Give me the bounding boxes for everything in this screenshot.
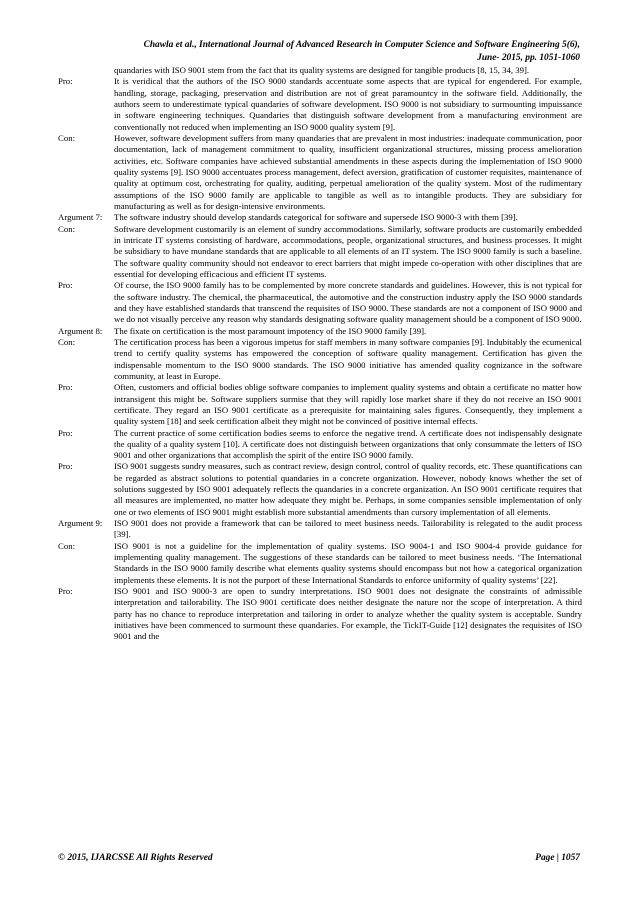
entry-text: It is veridical that the authors of the ISO 9000 standards accentuate some aspects that are typical for engendered. For example, handling, storage, packaging, preservation and distribution are not of great paramountcy in the software field. Additionally, the authors seem to underestimate typical quandaries of software development. ISO 9000 is not subsidiary to surmounting impuissance in software engineering techniques. Quandaries that distinguish software development from a manufacturing environment are conventionally not reduced when implementing an ISO 9000 quality system [9]. [114, 76, 582, 132]
entry-text: ISO 9001 does not provide a framework that can be tailored to meet business needs. Tailorability is relegated to the audit process [39]. [114, 518, 582, 540]
entry-text: The fixate on certification is the most paramount impotency of the ISO 9000 family [39]. [114, 325, 427, 336]
entry-text: ISO 9001 suggests sundry measures, such as contract review, design control, control of quality records, etc. These quantifications can be regarded as abstract solutions to potential quandaries in a concrete organization. However, nobody knows whether the set of solutions suggested by ISO 9001 adequately reflects the quandaries in a concrete organization. An ISO 9001 certificate requires that all measures are implemented, no matter how adequate they might be. Perhaps, in some companies sensible implementation of only one or two elements of ISO 9001 might establish more substantial amendments than cursory implementation of all elements. [114, 461, 582, 517]
entry-text: The current practice of some certification bodies seems to enforce the negative trend. A certificate does not indispensably designate the quality of a quality system [10]. A certificate does not distinguish between organizations that only consummate the letters of ISO 9001 and other organizations that accomplish the spirit of the entire ISO 9000 family. [114, 427, 582, 461]
entry-text: The software industry should develop standards categorical for software and supersede ISO 9000-3 with them [39]. [114, 212, 518, 223]
entry-label: Pro: [58, 461, 73, 472]
header-citation: Chawla et al., International Journal of Advanced Research in Computer Science and Software Engineering 5(6), [143, 40, 580, 50]
entry-label: Pro: [58, 427, 73, 438]
argument-entry [58, 337, 582, 382]
page-header [20, 39, 580, 65]
argument-entry [58, 518, 582, 541]
entry-label: Argument 9: [58, 518, 103, 529]
entry-label: Pro: [58, 586, 73, 597]
argument-entry [58, 461, 582, 518]
entry-text: However, software development suffers from many quandaries that are prevalent in most industries: inadequate communication, poor documentation, lack of management commitment to quality, insufficient organizational structures, missing process amelioration activities, etc. Software companies have achieved substantial amendments in these aspects during the implementation of ISO 9000 quality systems [9]. ISO 9000 accentuates process management, defect aversion, gratification of customer requisites, maintenance of quality at optimum cost, orchestrating for quality, auditing, perpetual amelioration of the quality system. Most of the rudimentary assumptions of the ISO 9000 family are applicable to tangible as well as to intangible products. They are subsidiary for manufacturing as well as for design-intensive environments. [114, 132, 582, 211]
page-footer [58, 853, 580, 863]
entry-text: quandaries with ISO 9001 stem from the fact that its quality systems are designed for tangible products [8, 15, 34, 39]. [114, 65, 530, 75]
argument-entry [58, 65, 582, 76]
entry-text: The certification process has been a vigorous impetus for staff members in many software companies [9]. Indubitably the ecumenical trend to certify quality systems has empowered the conception of software quality management. Certification has given the indispensable momentum to the ISO 9000 standards. The ISO 9000 initiative has amended quality cognizance in the software community, at least in Europe. [114, 336, 582, 381]
argument-entry [58, 212, 582, 223]
entry-text: Of course, the ISO 9000 family has to be complemented by more concrete standards and guidelines. However, this is not typical for the software industry. The chemical, the pharmaceutical, the automotive and the construction industry apply the ISO 9000 standards and they have established standards that transcend the requisites of ISO 9000. These standards are not a component of ISO 9000 and we do not visually perceive any reason why standards designating software quality management should be a component of ISO 9000. [114, 280, 582, 325]
page-number: Page | 1057 [535, 853, 580, 863]
argument-entry [58, 382, 582, 427]
entry-label: Argument 7: [58, 212, 103, 223]
argument-entry [58, 586, 582, 643]
argument-entry [58, 541, 582, 586]
entry-label: Con: [58, 132, 76, 143]
entry-label: Con: [58, 223, 76, 234]
argument-entry [58, 224, 582, 281]
entry-text: ISO 9001 and ISO 9000-3 are open to sundry interpretations. ISO 9001 does not designate the constraints of admissible interpretation and tailorability. The ISO 9001 certificate does neither designate the nature nor the scope of interpretation. A third party has no chance to reproduce interpretation and tailoring in order to analyze whether the quality system is acceptable. Sundry initiatives have been commenced to surmount these quandaries. For example, the TickIT-Guide [12] designates the requisites of ISO 9001 and the [114, 586, 582, 642]
entry-text: Software development customarily is an element of sundry accommodations. Similarly, software products are customarily embedded in intricate IT systems consisting of hardware, accommodations, people, organizational structures, and business processes. It might be subsidiary to have mundane standards that are applicable to all elements of an IT system. The ISO 9000 family is such a baseline. The software quality community should not endeavor to erect barriers that might impede co-operation with other disciplines that are essential for developing efficacious and efficient IT systems. [114, 223, 582, 279]
entry-label: Pro: [58, 280, 73, 291]
entry-label: Con: [58, 540, 76, 551]
argument-entry [58, 280, 582, 325]
entry-text: ISO 9001 is not a guideline for the implementation of quality systems. ISO 9004-1 and ISO 9004-4 provide guidance for implementing quality management. The suggestions of these standards can be tailored to meet business needs. ‘The International Standards in the ISO 9000 family describe what elements quality systems should encompass but not how a categorical organization implements these elements. It is not the purport of these International Standards to enforce uniformity of quality systems’ [22]. [114, 540, 582, 585]
copyright-notice: © 2015, IJARCSSE All Rights Reserved [58, 853, 213, 863]
entry-label: Pro: [58, 382, 73, 393]
argument-entry [58, 326, 582, 337]
argument-entry [58, 76, 582, 133]
article-body [58, 65, 582, 643]
entry-label: Pro: [58, 76, 73, 87]
entry-label: Argument 8: [58, 325, 103, 336]
entry-text: Often, customers and official bodies oblige software companies to implement quality systems and obtain a certificate no matter how intransigent this might be. Software suppliers surmise that they will rapidly lose market share if they do not receive an ISO 9001 certificate. They regard an ISO 9001 certificate as a prerequisite for maintaining sales figures. Consequently, they implement a quality system [18] and seek certification albeit they might not be convinced of positive internal effects. [114, 382, 582, 427]
header-issue-pages: June- 2015, pp. 1051-1060 [477, 53, 580, 63]
entry-label: Con: [58, 336, 76, 347]
argument-entry [58, 428, 582, 462]
entry-label [58, 65, 114, 76]
argument-entry [58, 133, 582, 212]
